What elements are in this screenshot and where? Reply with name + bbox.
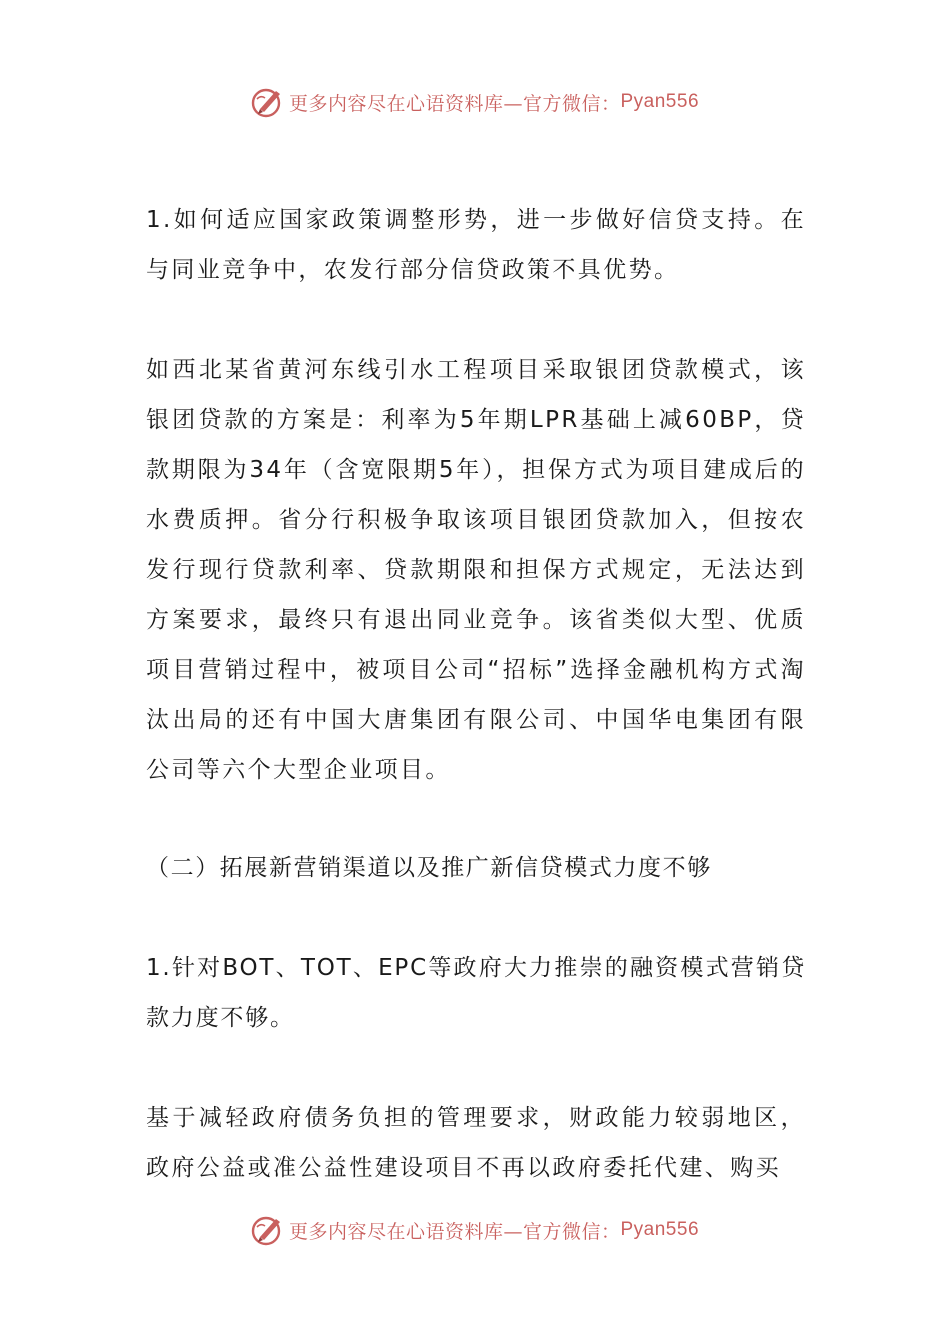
watermark-wechat-id: Pyan556 [620, 1219, 700, 1240]
paragraph-syndicated-loan-example: 如西北某省黄河东线引水工程项目采取银团贷款模式，该银团贷款的方案是：利率为5年期LPR基础上减60BP，贷款期限为34年（含宽限期5年），担保方式为项目建成后的水费质押。省分行积极争取该项目银团贷款加入，但按农发行现行贷款利率、贷款期限和担保方式规定，无法达到方案要求，最终只有退出同业竞争。该省类似大型、优质项目营销过程中，被项目公司“招标”选择金融机构方式淘汰出局的还有中国大唐集团有限公司、中国华电集团有限公司等六个大型企业项目。 [146, 357, 806, 783]
header-watermark [0, 80, 950, 124]
watermark-wechat-id: Pyan556 [620, 91, 700, 112]
footer-watermark [0, 1208, 950, 1252]
pen-logo-icon [251, 85, 285, 119]
watermark-text: 更多内容尽在心语资料库—官方微信： [288, 1220, 621, 1243]
paragraph-government-debt: 基于减轻政府债务负担的管理要求，财政能力较弱地区，政府公益或准公益性建设项目不再以政府委托代建、购买 [146, 1105, 806, 1181]
section-heading-new-channels: （二）拓展新营销渠道以及推广新信贷模式力度不够 [146, 855, 712, 881]
paragraph-bot-tot-epc: 1.针对BOT、TOT、EPC等政府大力推崇的融资模式营销贷款力度不够。 [146, 955, 806, 1031]
watermark-text: 更多内容尽在心语资料库—官方微信： [288, 92, 621, 115]
pen-logo-icon [251, 1213, 285, 1247]
paragraph-policy-adaptation: 1.如何适应国家政策调整形势，进一步做好信贷支持。在与同业竞争中，农发行部分信贷政策不具优势。 [146, 207, 806, 283]
